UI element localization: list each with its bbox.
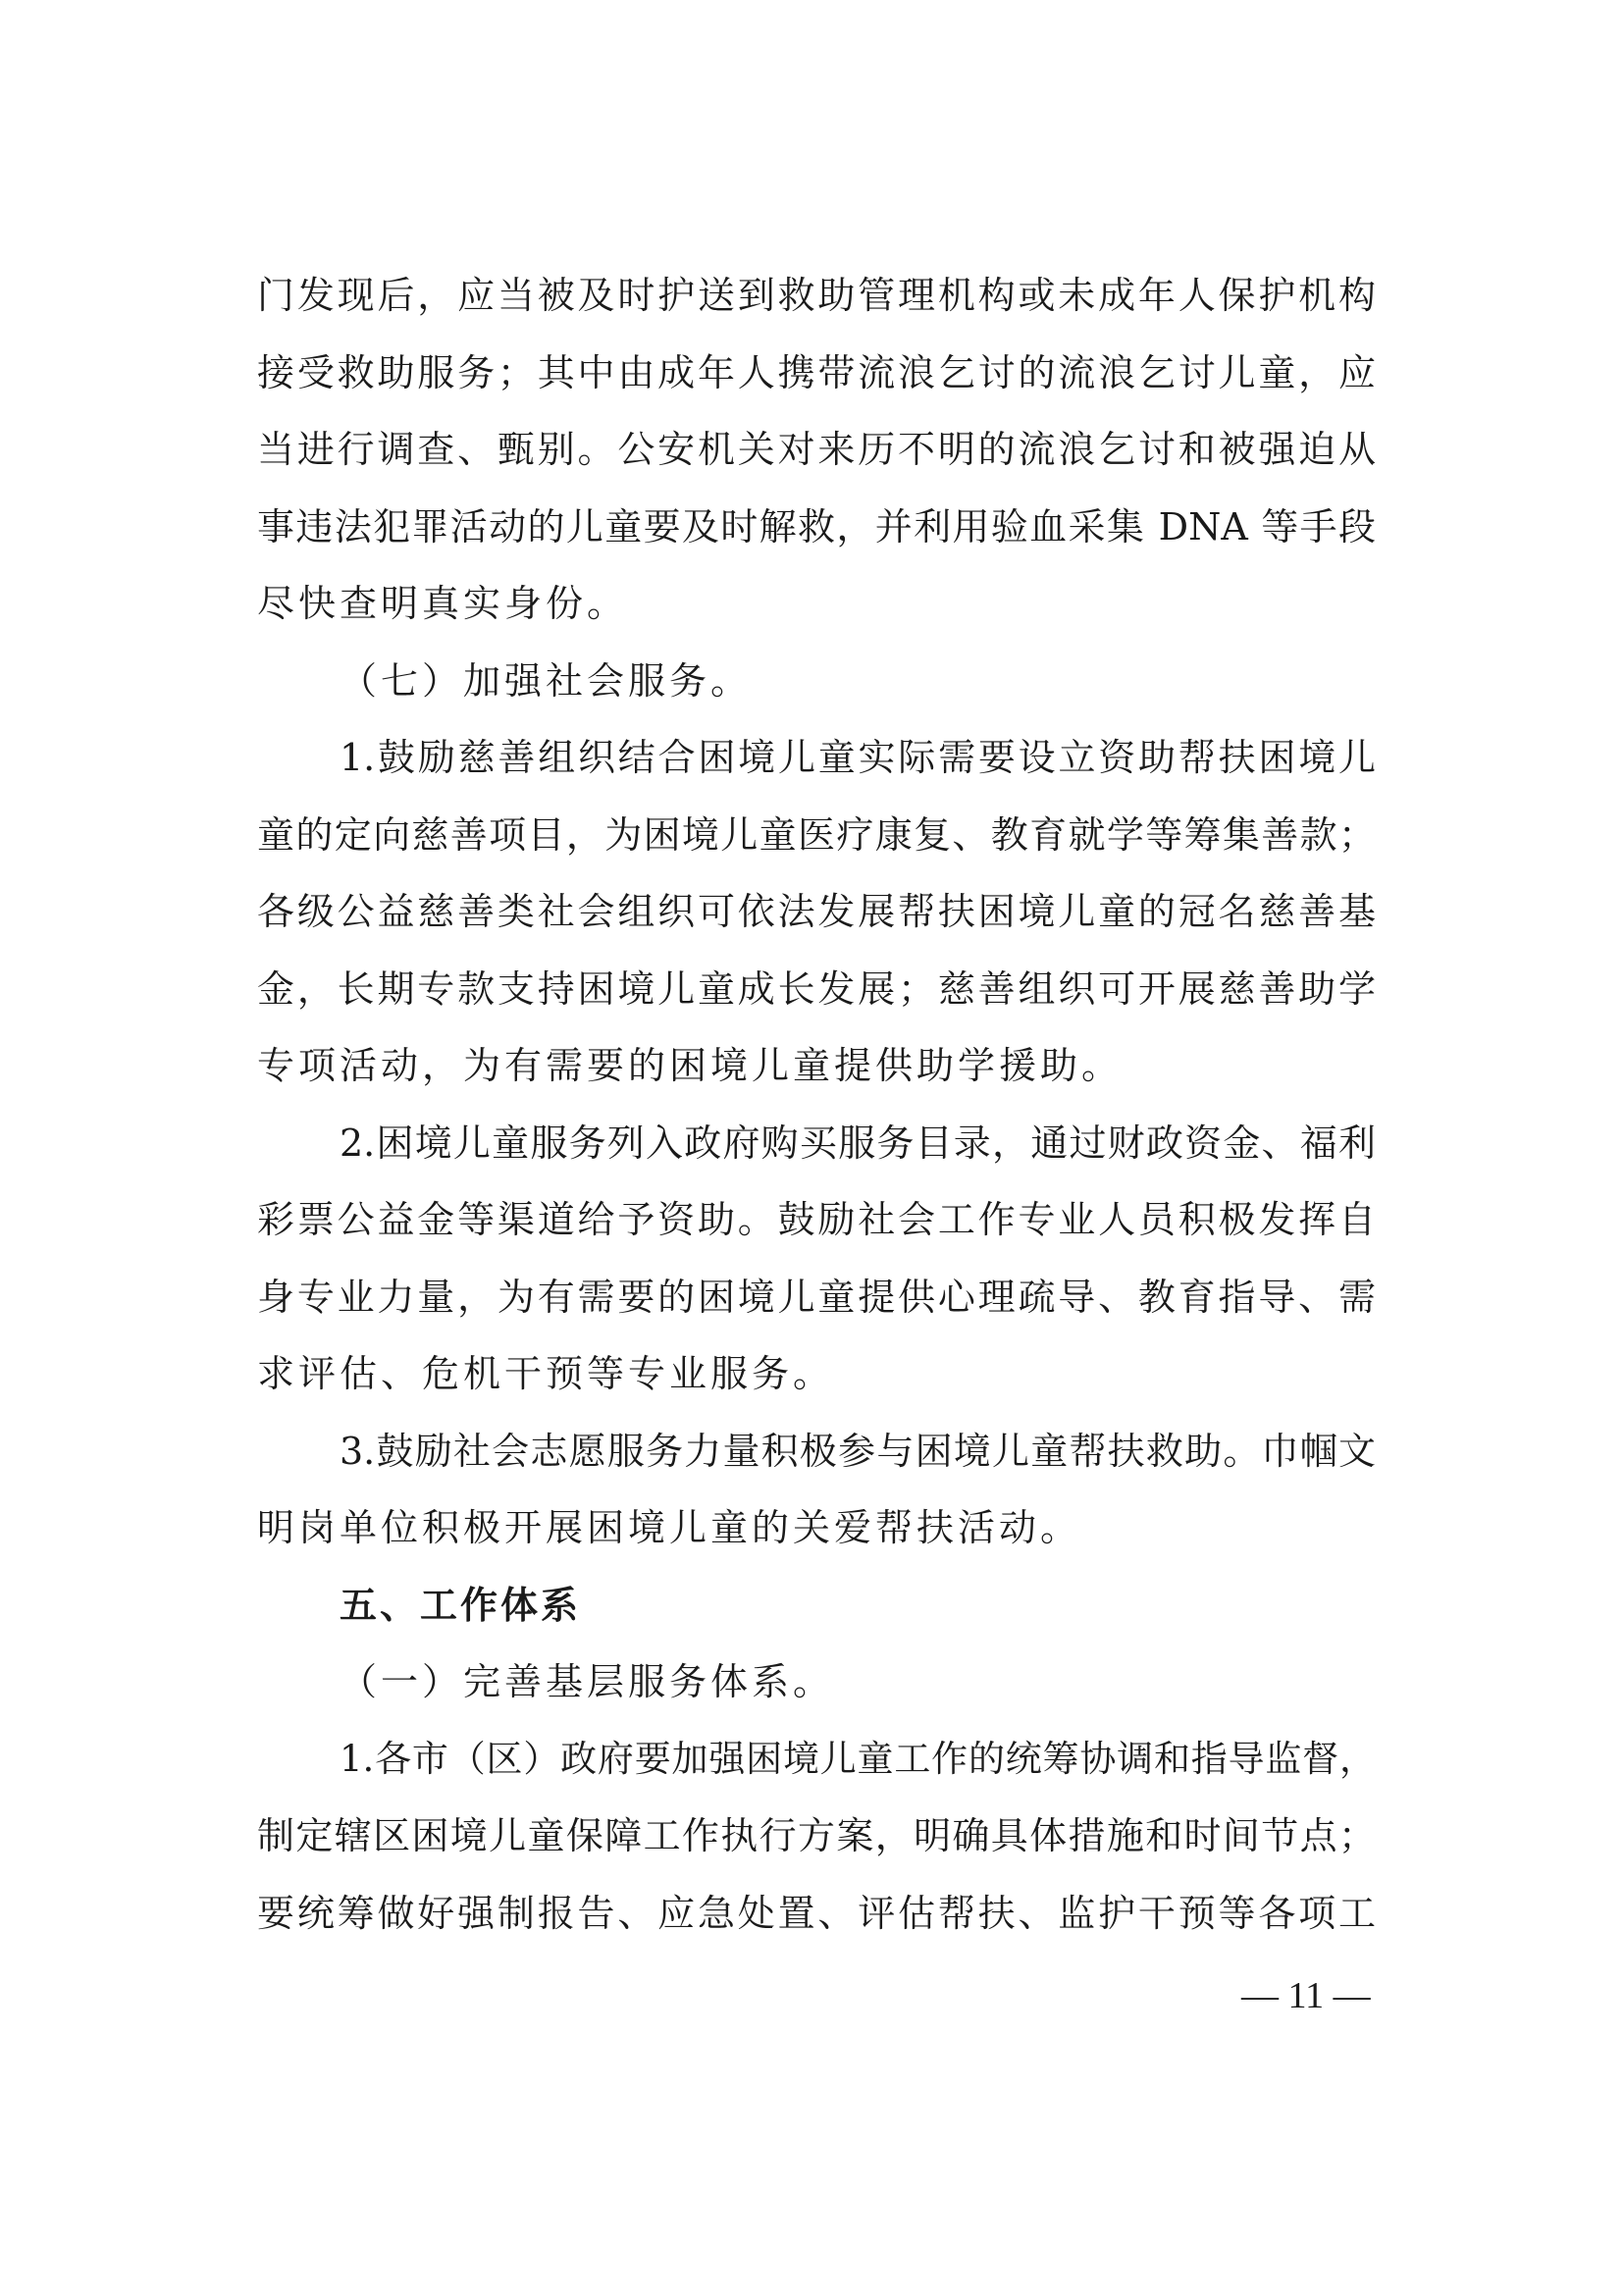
text-line: （七）加强社会服务。 [340, 658, 753, 703]
text-line: 当进行调查、甄别。公安机关对来历不明的流浪乞讨和被强迫从 [257, 428, 1376, 471]
text-line: 童的定向慈善项目，为困境儿童医疗康复、教育就学等筹集善款； [257, 812, 1376, 857]
text-line: 明岗单位积极开展困境儿童的关爱帮扶活动。 [257, 1506, 1082, 1549]
page-number: — 11 — [1241, 1975, 1371, 2016]
text-line: 要统筹做好强制报告、应急处置、评估帮扶、监护干预等各项工 [257, 1891, 1376, 1935]
text-line: 事违法犯罪活动的儿童要及时解救，并利用验血采集 DNA 等手段 [257, 504, 1376, 548]
text-line: 制定辖区困境儿童保障工作执行方案，明确具体措施和时间节点； [257, 1814, 1376, 1857]
text-line: 3.鼓励社会志愿服务力量积极参与困境儿童帮扶救助。巾帼文 [340, 1429, 1376, 1473]
text-line: 专项活动，为有需要的困境儿童提供助学援助。 [257, 1044, 1124, 1087]
text-line: 求评估、危机干预等专业服务。 [257, 1352, 835, 1395]
text-line: 各级公益慈善类社会组织可依法发展帮扶困境儿童的冠名慈善基 [257, 890, 1376, 933]
text-line: 尽快查明真实身份。 [257, 582, 629, 625]
text-line: 2.困境儿童服务列入政府购买服务目录，通过财政资金、福利 [340, 1121, 1376, 1165]
text-line: 1.鼓励慈善组织结合困境儿童实际需要设立资助帮扶困境儿 [340, 736, 1376, 779]
body-text [257, 257, 1376, 1952]
text-line: 门发现后，应当被及时护送到救助管理机构或未成年人保护机构 [257, 274, 1376, 317]
text-line: 金，长期专款支持困境儿童成长发展；慈善组织可开展慈善助学 [257, 966, 1376, 1011]
text-line: 1.各市（区）政府要加强困境儿童工作的统筹协调和指导监督， [340, 1737, 1376, 1780]
section-heading: 五、工作体系 [340, 1583, 582, 1627]
text-line: 彩票公益金等渠道给予资助。鼓励社会工作专业人员积极发挥自 [257, 1198, 1376, 1241]
text-line: （一）完善基层服务体系。 [340, 1660, 835, 1703]
text-line: 接受救助服务；其中由成年人携带流浪乞讨的流浪乞讨儿童，应 [257, 350, 1376, 394]
text-line: 身专业力量，为有需要的困境儿童提供心理疏导、教育指导、需 [257, 1275, 1376, 1319]
